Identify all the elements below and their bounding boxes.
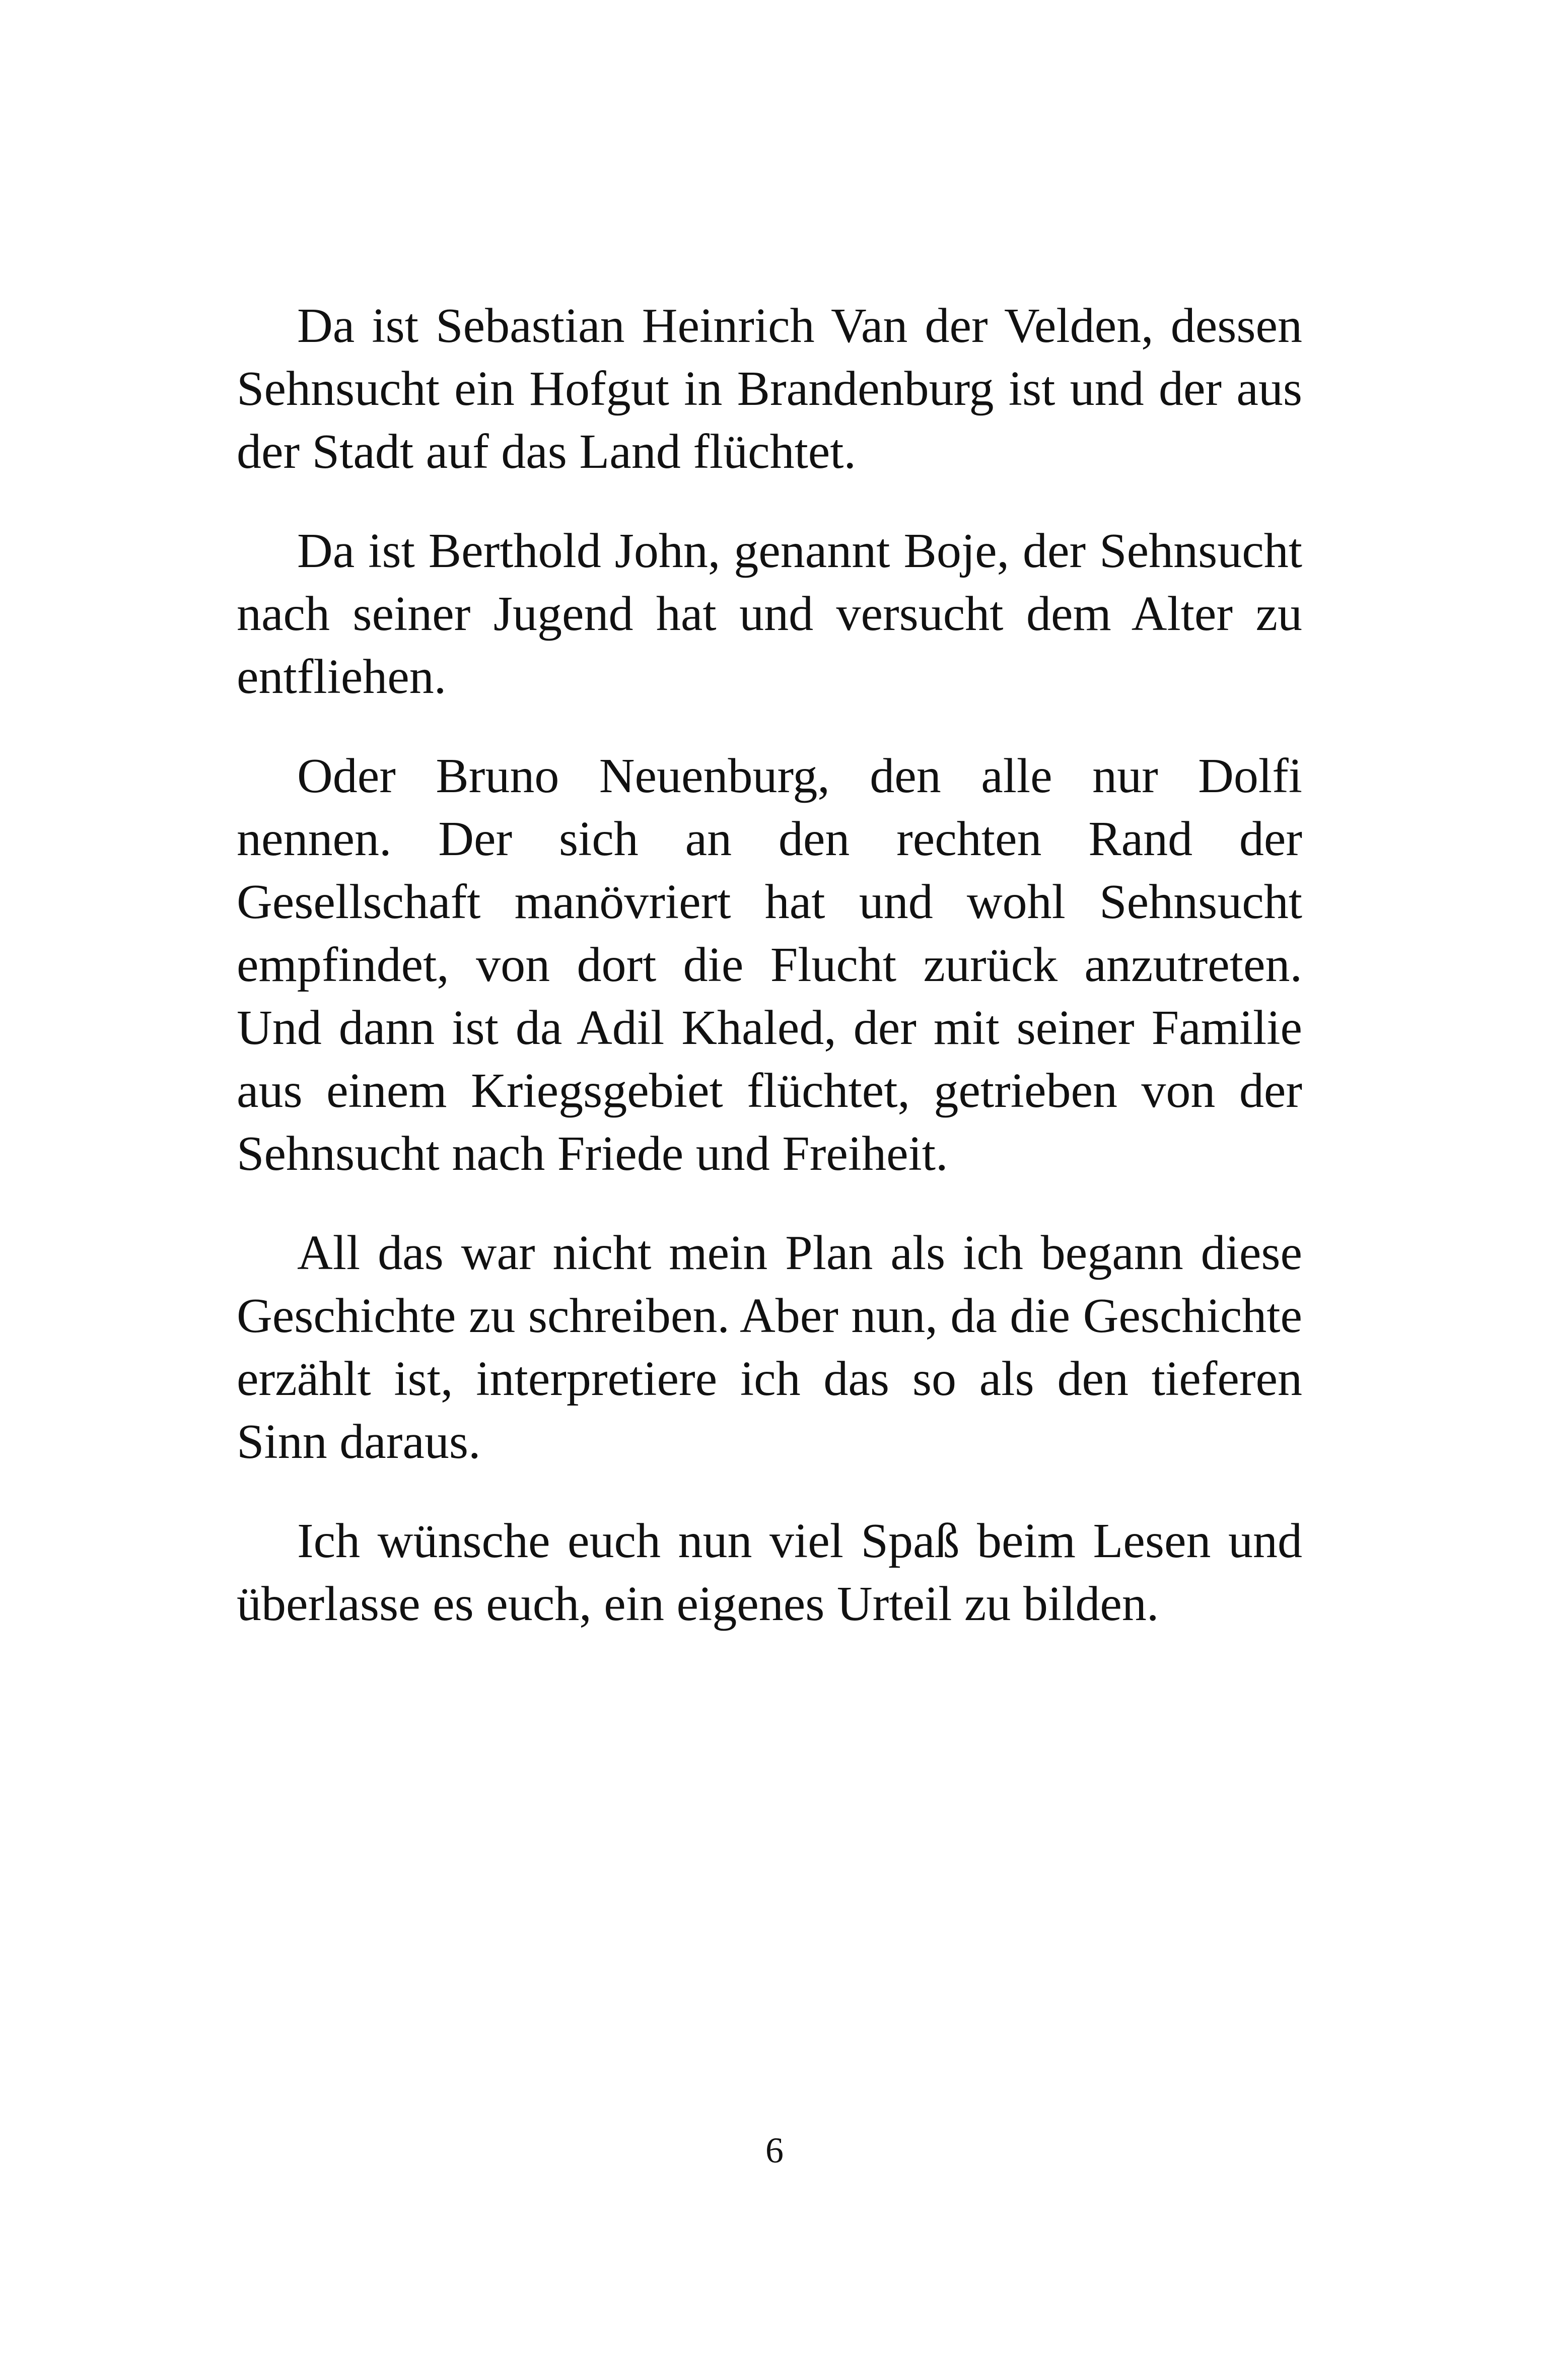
paragraph: Da ist Berthold John, genannt Boje, der Sehnsucht nach seiner Jugend hat und versucht dem Alter zu entfliehen. xyxy=(237,524,1302,704)
paragraph: Oder Bruno Neuenburg, den alle nur Dolfi nennen. Der sich an den rechten Rand der Gesellschaft manövriert hat und wohl Sehnsucht empfindet, von dort die Flucht zurück anzutreten. Und dann ist da Adil Khaled, der mit seiner Familie aus einem Kriegsgebiet flüchtet, getrieben von der Sehnsucht nach Friede und Freiheit. xyxy=(237,749,1302,1181)
page-number: 6 xyxy=(765,2130,784,2171)
paragraph: Ich wünsche euch nun viel Spaß beim Lesen und überlasse es euch, ein eigenes Urteil zu bilden. xyxy=(237,1514,1302,1631)
paragraph: Da ist Sebastian Heinrich Van der Velden, dessen Sehnsucht ein Hofgut in Brandenburg ist und der aus der Stadt auf das Land flüchtet. xyxy=(237,299,1302,479)
paragraph: All das war nicht mein Plan als ich begann diese Geschichte zu schreiben. Aber nun, da die Geschichte erzählt ist, interpretiere ich das so als den tieferen Sinn daraus. xyxy=(237,1226,1302,1469)
body-text xyxy=(237,295,1302,1672)
